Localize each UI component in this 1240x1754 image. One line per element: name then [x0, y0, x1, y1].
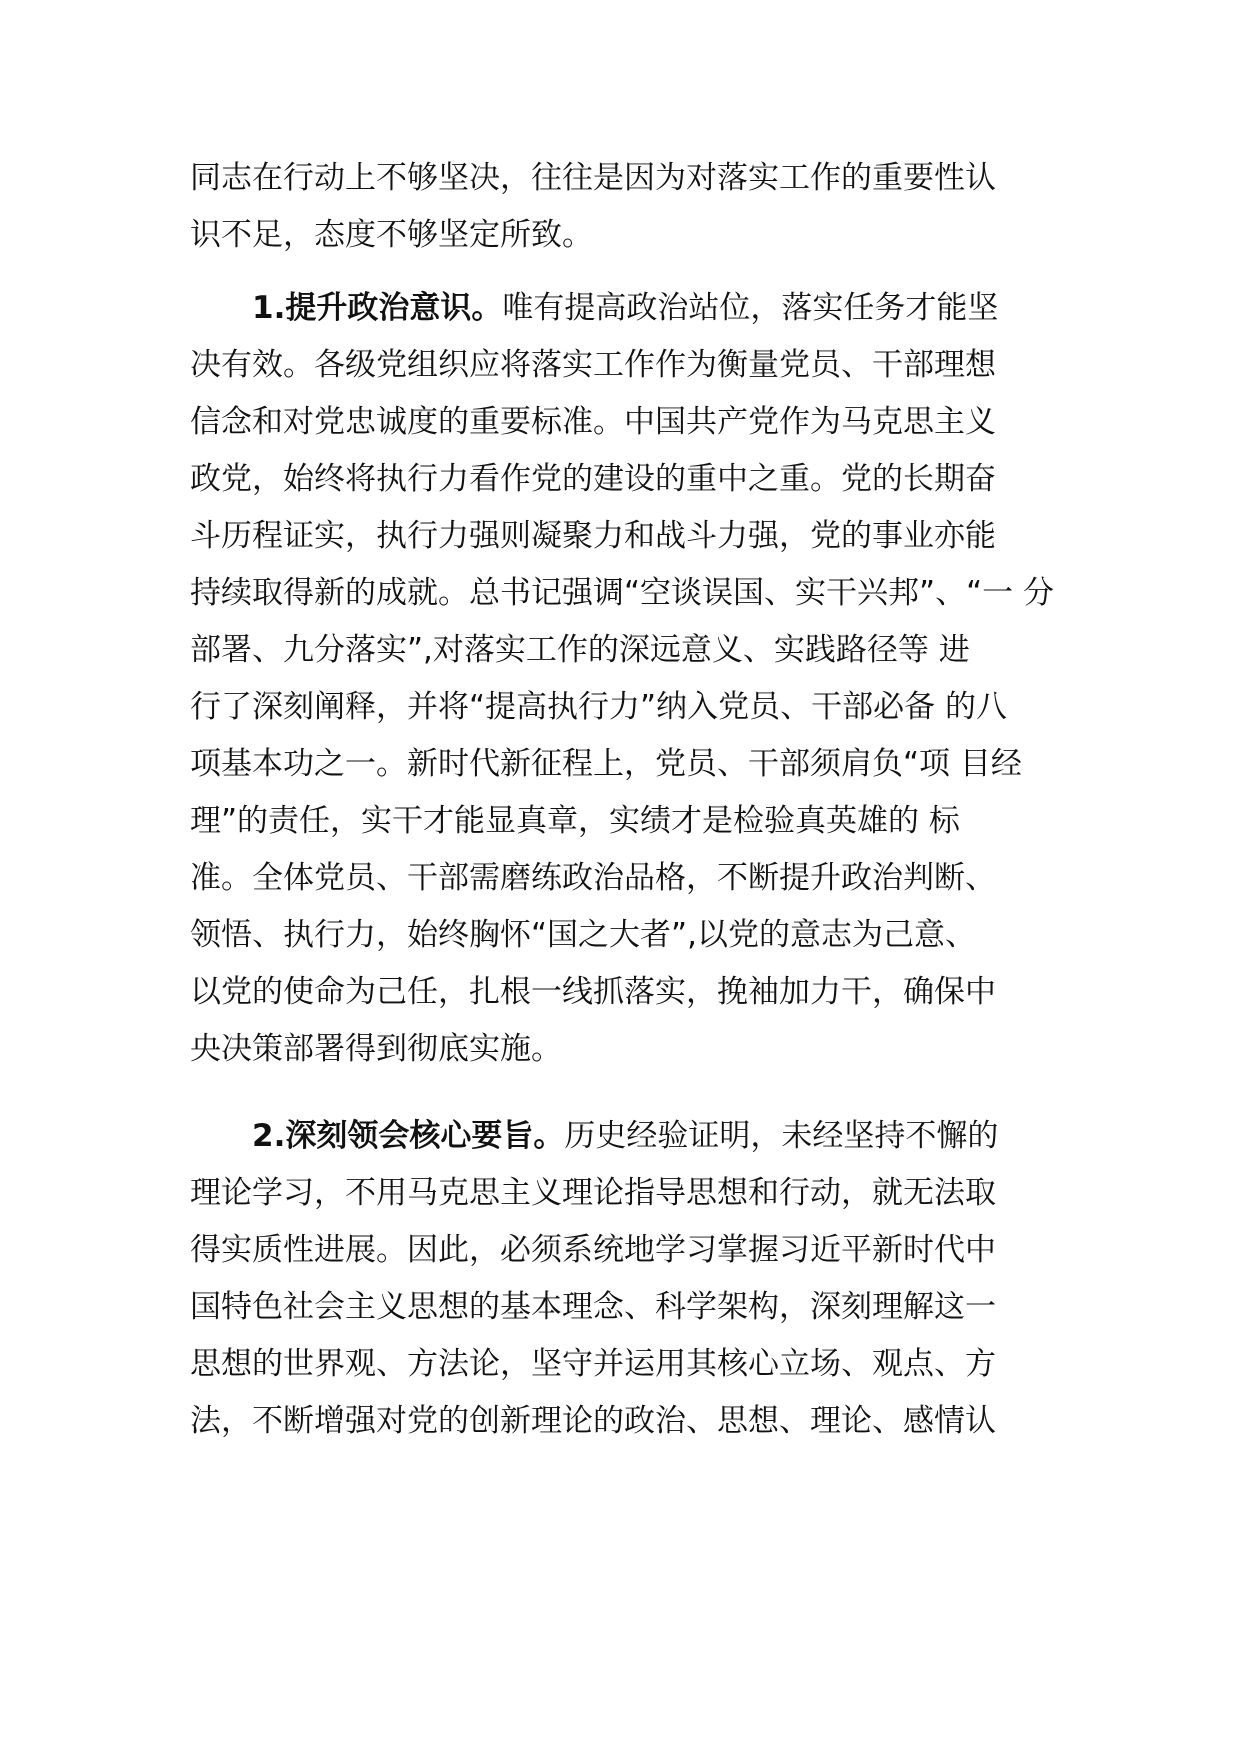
text-line: 得实质性进展。因此，必须系统地学习掌握习近平新时代中: [190, 1232, 996, 1268]
text-line: 政党，始终将执行力看作党的建设的重中之重。党的长期奋: [190, 461, 996, 497]
text-line: 部署、九分落实”,对落实工作的深远意义、实践路径等 进: [190, 632, 970, 668]
text-line: 同志在行动上不够坚决，往往是因为对落实工作的重要性认: [190, 160, 996, 196]
text-line: 项基本功之一。新时代新征程上，党员、干部须肩负“项 目经: [190, 746, 1022, 782]
text-line: 行了深刻阐释，并将“提高执行力”纳入党员、干部必备 的八: [190, 689, 1007, 725]
text-line: [190, 280, 1070, 337]
text-line-rest: 唯有提高政治站位，落实任务才能坚: [502, 290, 999, 326]
paragraph-core-essence: [190, 1108, 1070, 1450]
text-line: 决有效。各级党组织应将落实工作作为衡量党员、干部理想: [190, 347, 996, 383]
text-line: 持续取得新的成就。总书记强调“空谈误国、实干兴邦”、“一 分: [190, 575, 1055, 611]
paragraph-political-awareness: [190, 280, 1070, 1078]
text-line: 理论学习，不用马克思主义理论指导思想和行动，就无法取: [190, 1175, 996, 1211]
section-heading: 2.深刻领会核心要旨。: [252, 1118, 565, 1154]
text-line-rest: 历史经验证明，未经坚持不懈的: [564, 1118, 999, 1154]
text-line: 思想的世界观、方法论，坚守并运用其核心立场、观点、方: [190, 1346, 996, 1382]
text-line: 法，不断增强对党的创新理论的政治、思想、理论、感情认: [190, 1403, 996, 1439]
section-heading: 1.提升政治意识。: [252, 290, 503, 326]
text-line: 以党的使命为己任，扎根一线抓落实，挽袖加力干，确保中: [190, 974, 996, 1010]
text-line: 央决策部署得到彻底实施。: [190, 1031, 562, 1067]
paragraph-continuation: [190, 150, 1070, 264]
text-line: 识不足，态度不够坚定所致。: [190, 217, 593, 253]
text-line: [190, 1108, 1070, 1165]
text-line: 理”的责任，实干才能显真章，实绩才是检验真英雄的 标: [190, 803, 960, 839]
text-line: 领悟、执行力，始终胸怀“国之大者”,以党的意志为己意、: [190, 917, 976, 953]
text-line: 斗历程证实，执行力强则凝聚力和战斗力强，党的事业亦能: [190, 518, 996, 554]
text-line: 国特色社会主义思想的基本理念、科学架构，深刻理解这一: [190, 1289, 996, 1325]
text-line: 信念和对党忠诚度的重要标准。中国共产党作为马克思主义: [190, 404, 996, 440]
text-line: 准。全体党员、干部需磨练政治品格，不断提升政治判断、: [190, 860, 996, 896]
